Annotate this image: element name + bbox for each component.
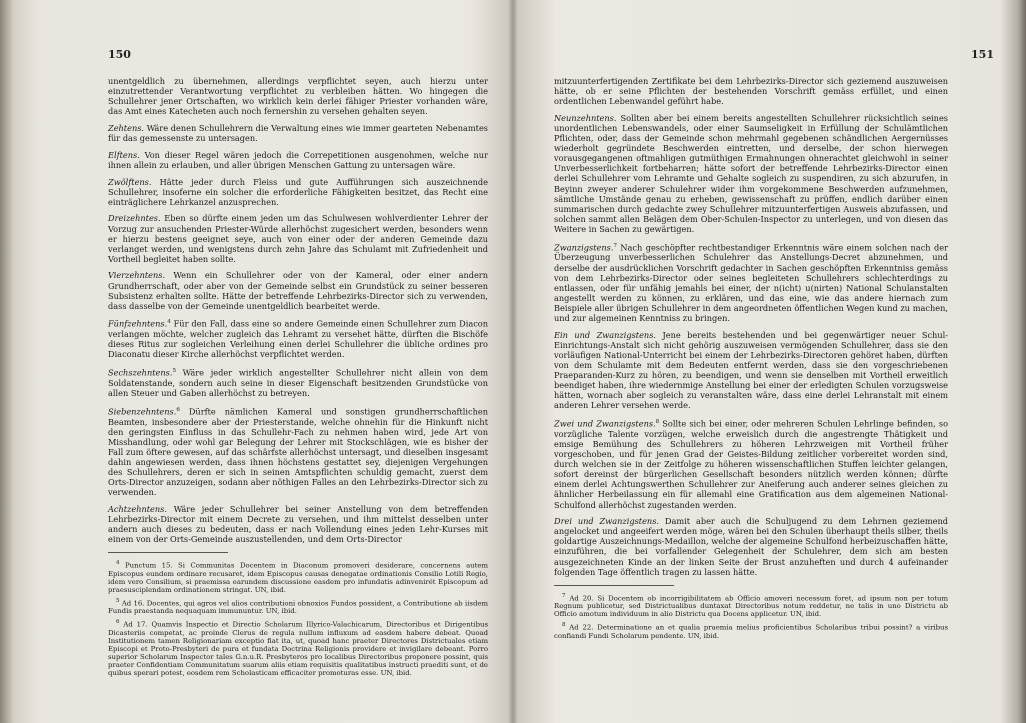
footnote-text: Punctum 15. Si Communitas Docentem in Diaconum promoveri desiderare, concernens autem Episcopus eundem ordinare recusaret, idem Episcopus causas denegatae ordinationis Consilio Lotili Regio, idem vero Consilium, si praemissa earundem discussione easdem pro infundatis adinvenirét Episcopum ad praesusciplendam ordinationem stringat. UN, ibid. xyxy=(108,561,488,594)
footnote xyxy=(554,621,948,639)
paragraph-heading: Drei und Zwanzigstens. xyxy=(554,516,659,527)
paragraph-text: Eben so dürfte einem jeden um das Schulwesen wohlverdienter Lehrer der Vorzug zur ansuchenden Priester-Würde allerhöchst zugesichert werden, besonders wenn er hierzu bestens geeignet seye, auch von einer oder der anderen Gemeinde dazu verlanget werden, und wenigstens durch zehn Jahre das Schulamt mit Zufriedenheit und Vortheil begleitet haben sollte. xyxy=(108,213,488,264)
paragraph xyxy=(554,516,948,577)
paragraph xyxy=(108,213,488,263)
page-number: 151 xyxy=(971,48,994,61)
paragraph-heading: Zwölftens. xyxy=(108,176,152,187)
footnote-marker: 6 xyxy=(176,406,180,413)
footnote-text: Ad 17. Quamvis Inspectio et Directio Scholarum Illyrico-Valachicarum, Directoribus et Dirigentibus Dicasteriis competat, ac proinde Clerus de regula nullum influxum ad easdem habere debeat. Quoad Institutionem tamen Religionariam exceptio fiat ita, ut, quoad hanc praeter Directores Districtuales etiam Episcopi et Proto-Presbyteri de pura et fundata Doctrina Religionis providere et invigilare debeant. Porro superior Scholarum Inspector tales G.n.u.R. Presbyteros pro localibus Directoribus proponere possint, quis praeter Confidentiam Communitatum suarum aliis etiam requisitis qualitatibus instructi praediti sunt, et de quibus sperari potest, eosdem rem Scholasticam efficaciter promoturas esse. UN, ibid. xyxy=(108,620,488,678)
page-number: 150 xyxy=(108,48,131,61)
footnote-number: 4 xyxy=(116,560,120,567)
footnote-marker: 8 xyxy=(655,419,660,426)
paragraph xyxy=(554,113,948,234)
footnote-marker: 7 xyxy=(613,242,617,249)
paragraph-heading: Neunzehntens. xyxy=(554,112,617,123)
paragraph xyxy=(554,417,948,510)
footnote-marker: 4 xyxy=(167,319,171,326)
paragraph-heading: Vierzehntens. xyxy=(108,270,166,281)
paragraph-list xyxy=(108,76,488,544)
paragraph xyxy=(554,241,948,323)
paragraph-heading: Zwei und Zwanzigstens. xyxy=(554,418,656,429)
footnote-text: Ad 22. Determinatione an et qualia praemia melius proficientibus Scholaribus tribui possint? a viribus confiandi Fundi Scholarum pendente. UN, ibid. xyxy=(554,623,948,640)
paragraph xyxy=(108,366,488,398)
footnote-number: 7 xyxy=(562,592,566,599)
paragraph-heading: Fünfzehntens. xyxy=(108,319,168,330)
footnote-list xyxy=(554,592,948,640)
paragraph-text: Dürfte nämlichen Kameral und sonstigen grundherrschaftlichen Beamten, insbesondere aber der Priesterstande, welche ohnehin für die Hinkunft nicht den geringsten Einfluss in das Schullehr-Fach zu nehmen haben wird, jede Art von Misshandlung, oder wohl gar Belegung der Lehrer mit Stockschlägen, wie es bisher der Fall zum öftere gewesen, auf das schärfste allerhöchst untersagt, und dieselben insgesamt dahin angewiesen werden, dass ihnen höchstens gestattet sey, diejenigen Vergehungen des Schullehrers, deren er sich in seinen Amtspflichten schuldig gemacht, zuerst dem Orts-Director anzuzeigen, sodann aber nöthigen Falles an den Lehrbezirks-Director sich zu verwenden. xyxy=(108,406,488,498)
footnote-number: 5 xyxy=(116,597,120,604)
paragraph xyxy=(108,123,488,143)
paragraph xyxy=(108,150,488,170)
footnote-number: 6 xyxy=(116,619,120,626)
paragraph xyxy=(554,330,948,411)
paragraph-heading: Achtzehntens. xyxy=(108,503,167,514)
footnote-list xyxy=(108,559,488,677)
footnote xyxy=(108,559,488,594)
paragraph-text: Hätte jeder durch Fleiss und gute Aufführungen sich auszeichnende Schullehrer, insoferne ein solcher die erforderliche Fähigkeiten besitzet, das Recht eine einträglichere Lehrkanzel anzusprechen. xyxy=(108,176,488,207)
footnote-text: Ad 20. Si Docentem ob incorrigibilitatem ab Officio amoveri necessum foret, ad ipsum non per totum Regnum publicetur, sed Districtualibus duntaxat Directoribus notum reddetur, ne talis in uno Districtu ab Officio amotum individuum in alio Districtu qua Docens applicetur. UN, ibid. xyxy=(554,594,948,619)
paragraph-list xyxy=(554,76,948,577)
paragraph-text: Nach geschöpfter rechtbestandiger Erkenntnis wäre einem solchen nach der Überzeugung unverbesserlichen Schulehrer das Anstellungs-Decret abzunehmen, und derselbe der ausdrücklichen Vorschrift gedachter in Sachen geschöpften Erkenntniss gemäss von dem Lehrbezirks-Director oder seines begleiteten Schullehrers schlechterdings zu entlassen, oder für unfähig jemahls bei einer, der n(icht) u(nirten) National Schulanstalten angestellt werden zu können, zu erklären, und das eine, wie das andere hiernach zum Beispiele aller übrigen Schullehrer in dem angeordneten öffentlichen Wegen kund zu machen, und zur algemeinen Kenntniss zu bringen. xyxy=(554,242,948,323)
page-body xyxy=(108,76,488,680)
footnote xyxy=(108,618,488,677)
paragraph-heading: Zwanzigstens. xyxy=(554,242,614,253)
left-page xyxy=(14,0,508,723)
right-page xyxy=(518,0,1012,723)
paragraph xyxy=(108,76,488,116)
paragraph-heading: Siebenzehntens. xyxy=(108,406,177,417)
footnote-rule xyxy=(554,585,674,586)
paragraph-text: Für den Fall, dass eine so andere Gemeinde einen Schullehrer zum Diacon verlangen möchte, welcher zugleich das Lehramt zu versehet hätte, dürften die Bischöfe dieses Ritus zur sogleichen Verleihung einen derlei Schullehrer die übliche ordines pro Diaconatu dieser Kirche allerhöchst verpflichtet werden. xyxy=(108,319,488,360)
paragraph xyxy=(108,270,488,310)
paragraph-text: Sollte sich bei einer, oder mehreren Schulen Lehrlinge befinden, so vorzügliche Talente vorzügen, welche erweislich durch die angestrengte Thätigkeit und emsige Bemühung des Schullehrers zu höheren Lehrzweigen mit Vortheil früher vorgeschoben, und für jenen Grad der Geistes-Bildung zeitlicher vorbereitet worden sind, durch welchen sie in der Zeitfolge zu höheren wissenschaftlichen Stuffen leichter gelangen, sofort dereinst der bürgerlichen Gesellschaft besonders nützlich werden können; dürfte einem derlei Achtungswerthen Schullehrer zur Aneiferung auch anderer seines gleichen zu ähnlicher Herbeilassung ein für allemahl eine Gratification aus dem algemeinen National-Schulfond allerhöchst zugestanden werden. xyxy=(554,418,948,510)
paragraph xyxy=(108,405,488,498)
paragraph-text: Wenn ein Schullehrer oder von der Kameral, oder einer andern Grundherrschaft, oder aber von der Gemeinde selbst ein Grundstück zu seiner besseren Subsistenz erhalten sollte. Hätte der betreffende Lehrbezirks-Director sich zu verwenden, dass dasselbe von der Gemeinde unentgeldlich bearbeitet werde. xyxy=(108,270,488,311)
paragraph-text: unentgeldlich zu übernehmen, allerdings verpflichtet seyen, auch hierzu unter einzutrettender Verantwortung verpflichtet zu verbleiben hätten. Wo hingegen die Schullehrer jener Ortschaften, wo wirklich kein derlei fähiger Priester vorhanden wäre, das Amt eines Katecheten auch noch fernershin zu versehen gehalten seyen. xyxy=(108,76,488,117)
paragraph-text: Jene bereits bestehenden und bei gegenwärtiger neuer Schul-Einrichtungs-Anstalt sich nicht gehörig auszuweisen vermögenden Schullehrer, dass sie den vorläufigen National-Unterricht bei einem der Lehrbezirks-Directoren gehöret haben, dürften von dem Schulamte mit dem Bedeuten entfernt werden, dass sie den vorgeschriebenen Praeparanden-Kurz zu hören, zu beendigen, und wenn sie denselben mit Vortheil erweitlich beendiget haben, ihre wiedernmige Anstellung bei einer der erledigten Schulen vorzugsweise hätten, wornach aber sogleich zu veranstalten wäre, dass eine derlei Lehranstalt mit einem anderen Lehrer versehen werde. xyxy=(554,329,948,411)
paragraph xyxy=(108,504,488,544)
paragraph-text: Damit aber auch die Schuljugend zu dem Lehrnen geziemend angelocket und angeeifert werden möge, wären bei den Schulen überhaupt theils silber, theils goldartige Auszeichnungs-Medaillon, welche der algemeine Schulfond herbeizuschaffen hätte, einzuführen, die bei vorfallender Gelegenheit der Schulehrer, dem sich am besten ausgezeichneten Kinde an der linken Seite der Brust anzuheften und durch 4 aufeinander folgenden Tage öffentlich tragen zu lassen hätte. xyxy=(554,516,948,577)
footnote xyxy=(108,597,488,615)
footnote-number: 8 xyxy=(562,622,566,629)
paragraph-text: Wäre jeder Schullehrer bei seiner Anstellung von dem betreffenden Lehrbezirks-Director mit einem Decrete zu versehen, und ihm mittelst desselben unter andern auch dieses zu bedeuten, dass er nach Vollendung eines jeden Lehr-Kurses mit einem von der Orts-Gemeinde auszustellenden, und dem Orts-Director xyxy=(108,503,488,545)
paragraph-text: Wäre jeder wirklich angestellter Schullehrer nicht allein von dem Soldatenstande, sondern auch seine in dieser Eigenschaft besitzenden Grundstücke von allen Steuer und Gaben allerhöchst zu betreyen. xyxy=(108,367,488,399)
page-body xyxy=(554,76,948,643)
paragraph-text: Sollten aber bei einem bereits angestellten Schullehrer rücksichtlich seines unordentlichen Lebenswandels, oder einer Saumseligkeit in Erfüllung der Schulämtlichen Pflichten, oder, dass der Gemeinde schon mehrmahl gegebenen schändlichen Aergernüsses wiederholt gegründete Beschwerden eintretten, und derselbe, der schon hierwegen vorausgegangenen oftmahligen gutmüthigen Ermahnungen ohnerachtet gleichwohl in seiner Unverbesserlichkeit fortbeharren; hätte sofort der betreffende Lehrbezirks-Director einen derlei Schullehrer vom Lehramte und Gehalte sogleich zu suspendiren, zu sich abzurufen, in Beyinn zweyer anderer Schulehrer wider ihm vorgekommene Beschwerden aufzunehmen, sämtliche Umstände genau zu erheben, gewissenschaft zu prüffen, endlich darüber einen summarischen durch gedachte zwey Schullehrer mitzuunterfertigen Ausweis abzufassen, und solchen sammt allen Belägen dem Ober-Schulen-Inspector zu unterlegen, und von diesen das Weitere in Sachen zu gewärtigen. xyxy=(554,112,948,234)
paragraph-text: Von dieser Regel wären jedoch die Correpetitionen ausgenohmen, welche nur ihnen allein zu erlauben, und aller übrigen Menschen Gattung zu untersagen wäre. xyxy=(108,149,488,170)
footnote-text: Ad 16. Docentes, qui agros vel alios contributioni obnoxios Fundos possident, a Contributione ab iisdem Fundis praestanda nequaquam immununtur. UN, ibid. xyxy=(108,599,488,616)
paragraph xyxy=(108,317,488,359)
paragraph xyxy=(554,76,948,106)
paragraph xyxy=(108,177,488,207)
paragraph-heading: Zehtens. xyxy=(108,122,145,133)
paragraph-text: mitzuunterfertigenden Zertifikate bei dem Lehrbezirks-Director sich geziemend auszuweisen hätte, ob er seine Pflichten der bestehenden Vorschrift gemäss erfüllet, und einen ordentlichen Lebenwandel geführt habe. xyxy=(554,76,948,107)
footnote-rule xyxy=(108,552,228,553)
paragraph-heading: Sechszehntens. xyxy=(108,367,173,378)
paragraph-text: Wäre denen Schullehrern die Verwaltung eines wie immer gearteten Nebenamtes für das gemessenste zu untersagen. xyxy=(108,122,488,144)
paragraph-heading: Elftens. xyxy=(108,149,140,160)
paragraph-heading: Ein und Zwanzigstens. xyxy=(554,329,657,340)
paragraph-heading: Dreizehntes. xyxy=(108,213,161,224)
footnote xyxy=(554,592,948,619)
footnote-marker: 5 xyxy=(172,368,176,375)
